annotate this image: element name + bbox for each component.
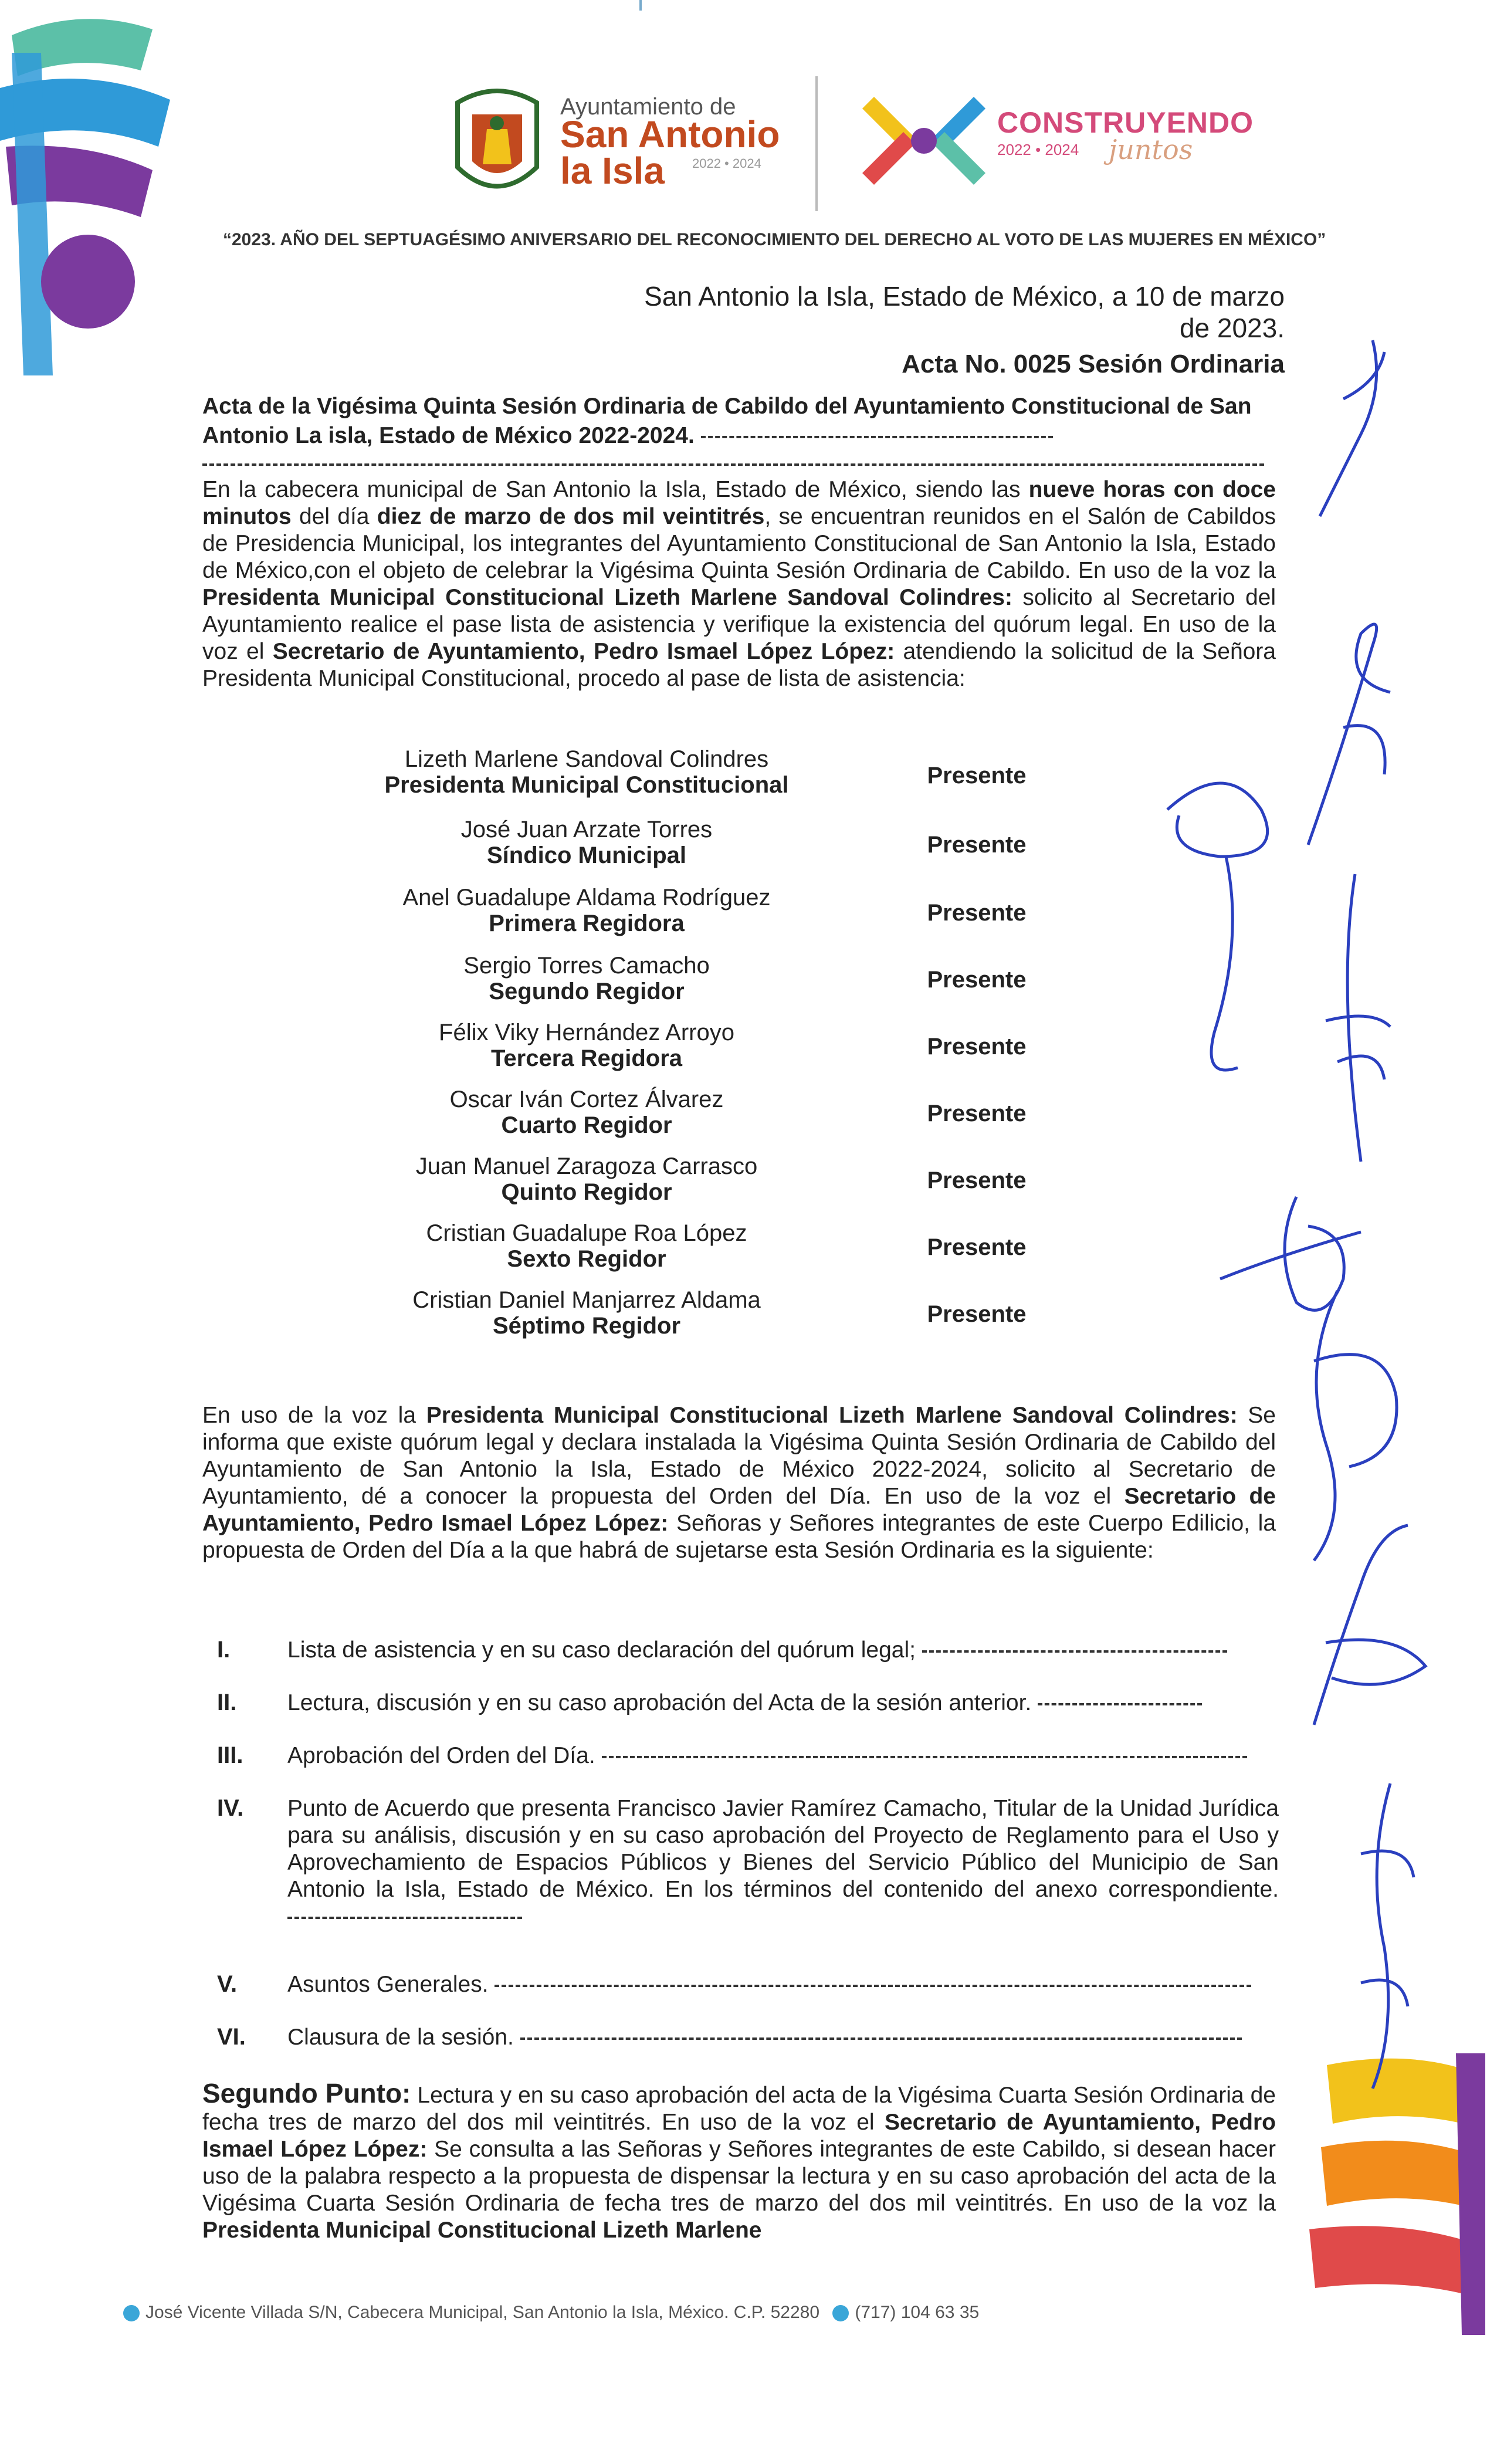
agenda-number: II. (217, 1690, 237, 1715)
construyendo-years: 2022 • 2024 (997, 141, 1079, 158)
ayuntamiento-label: Ayuntamiento de (560, 94, 736, 120)
attendee-status: Presente (927, 900, 1027, 926)
attendee-role: Cuarto Regidor (501, 1112, 672, 1138)
attendee-status: Presente (927, 967, 1027, 993)
agenda-item (287, 1742, 1279, 1769)
agenda-item-text: Asuntos Generales. (287, 1972, 489, 1997)
attendee-name: Cristian Guadalupe Roa López (426, 1220, 747, 1246)
intro-text-4: solicito al Secretario del Ayuntamiento realice el pase lista de asistencia y verifique la existencia del quórum legal. En uso de la voz el (202, 585, 1276, 664)
juntos-wordmark: juntos (1109, 134, 1193, 165)
intro-bold-3: Presidenta Municipal Constitucional Lizeth Marlene Sandoval Colindres: (202, 585, 1012, 610)
attendee-name: Oscar Iván Cortez Álvarez (449, 1087, 724, 1112)
attendee-status: Presente (927, 832, 1027, 858)
attendee-name: Juan Manuel Zaragoza Carrasco (415, 1153, 758, 1179)
footer-address: José Vicente Villada S/N, Cabecera Municipal, San Antonio la Isla, México. C.P. 52280 (145, 2303, 820, 2322)
attendee-role: Sexto Regidor (507, 1246, 666, 1272)
agenda-item-text: Lista de asistencia y en su caso declaración del quórum legal; (287, 1637, 916, 1663)
agenda-item-text: Clausura de la sesión. (287, 2025, 514, 2050)
agenda-item-text: Aprobación del Orden del Día. (287, 1743, 595, 1768)
segundo-punto-heading: Segundo Punto: (202, 2078, 411, 2108)
signature-mark (1144, 763, 1308, 1091)
attendee-status: Presente (927, 763, 1027, 788)
attendee-status: Presente (927, 1101, 1027, 1126)
intro-bold-4: Secretario de Ayuntamiento, Pedro Ismael López López: (272, 639, 895, 664)
attendee-role: Síndico Municipal (486, 842, 687, 868)
attendee-role: Presidenta Municipal Constitucional (384, 772, 789, 798)
location-icon (123, 2305, 140, 2321)
filler-dashes (922, 1650, 1227, 1653)
filler-dashes (602, 1756, 1247, 1758)
filler-dashes (495, 1985, 1251, 1987)
attendee-role: Primera Regidora (489, 911, 685, 936)
intro-bold-1: nueve horas con doce minutos (202, 477, 1276, 529)
attendee-status: Presente (927, 1301, 1027, 1327)
attendee-name: Lizeth Marlene Sandoval Colindres (404, 746, 769, 772)
segundo-bold-2: Presidenta Municipal Constitucional Lizeth Marlene (202, 2218, 762, 2243)
attendee-status: Presente (927, 1034, 1027, 1060)
segundo-bold-1: Secretario de Ayuntamiento, Pedro Ismael López López: (202, 2110, 1276, 2162)
signature-mark (1291, 329, 1396, 528)
quorum-text-3: Señoras y Señores integrantes de este Cuerpo Edilicio, la propuesta de Orden del Día a la que habrá de sujetarse esta Sesión Ordinaria es la siguiente: (202, 1511, 1276, 1563)
phone-icon (832, 2305, 849, 2321)
municipality-name-line2: la Isla (560, 150, 665, 192)
quorum-bold-1: Presidenta Municipal Constitucional Lizeth Marlene Sandoval Colindres: (426, 1403, 1238, 1428)
acta-number: Acta No. 0025 Sesión Ordinaria (902, 350, 1285, 378)
attendee-name: Sergio Torres Camacho (463, 953, 710, 979)
municipal-seal-icon (446, 79, 548, 205)
agenda-item (287, 1795, 1279, 1930)
construyendo-logo-icon (862, 79, 985, 202)
attendee-role: Séptimo Regidor (492, 1313, 681, 1339)
agenda-item-text: Lectura, discusión y en su caso aprobación del Acta de la sesión anterior. (287, 1690, 1032, 1715)
segundo-punto-paragraph (202, 2080, 1276, 2244)
construyendo-title: CONSTRUYENDO (997, 106, 1254, 139)
agenda-item (287, 1690, 1279, 1717)
year-motto: “2023. AÑO DEL SEPTUAGÉSIMO ANIVERSARIO DEL RECONOCIMIENTO DEL DERECHO AL VOTO DE LAS MUJERES EN MÉXICO” (223, 230, 1326, 249)
deco-stroke-red (1309, 2226, 1485, 2300)
agenda-item-text: Punto de Acuerdo que presenta Francisco Javier Ramírez Camacho, Titular de la Unidad Jurídica para su análisis, discusión y en su caso aprobación del Proyecto de Reglamento para el Uso y Aprovechamiento de Espacios Públicos y Bienes del Servicio Público del Municipio de San Antonio la Isla, Estado de México. En los términos del contenido del anexo correspondiente. (287, 1796, 1279, 1902)
intro-paragraph (202, 476, 1276, 692)
agenda-number: V. (217, 1971, 238, 1997)
footer-phone: (717) 104 63 35 (855, 2303, 980, 2322)
scan-mark (639, 0, 642, 11)
quorum-text-1: En uso de la voz la (202, 1403, 426, 1428)
agenda-number: VI. (217, 2024, 246, 2050)
left-decoration (0, 0, 176, 411)
separator-dashes (202, 463, 1264, 466)
attendee-status: Presente (927, 1234, 1027, 1260)
filler-dashes (520, 2037, 1242, 2040)
header-divider (815, 76, 818, 211)
quorum-bold-2: Secretario de Ayuntamiento, Pedro Ismael López López: (202, 1484, 1276, 1536)
attendee-role: Segundo Regidor (489, 979, 685, 1004)
attendee-status: Presente (927, 1167, 1027, 1193)
segundo-text-1: Lectura y en su caso aprobación del acta de la Vigésima Cuarta Sesión Ordinaria de fecha tres de marzo del dos mil veintitrés. En uso de la voz el (202, 2083, 1276, 2135)
signature-mark (1302, 868, 1402, 1173)
attendee-role: Tercera Regidora (490, 1045, 683, 1071)
ayuntamiento-years: 2022 • 2024 (692, 156, 761, 171)
agenda-number: IV. (217, 1795, 244, 1821)
agenda-item (287, 1637, 1279, 1664)
attendee-role: Quinto Regidor (501, 1179, 672, 1205)
intro-text-1: En la cabecera municipal de San Antonio la Isla, Estado de México, siendo las (202, 477, 1029, 502)
filler-dashes (1038, 1703, 1202, 1705)
municipality-name (560, 113, 780, 192)
attendee-name: Félix Viky Hernández Arroyo (439, 1020, 734, 1045)
agenda-item (287, 2024, 1279, 2051)
filler-dashes (701, 436, 1053, 438)
municipality-name-line1: San Antonio (560, 113, 780, 155)
signature-mark (1291, 1502, 1437, 1737)
agenda-number: III. (217, 1742, 243, 1768)
filler-dashes (287, 1917, 522, 1919)
document-title-text: Acta de la Vigésima Quinta Sesión Ordinaria de Cabildo del Ayuntamiento Constitucional de San Antonio La isla, Estado de México 2022-2024. (202, 394, 1252, 448)
document-title (202, 392, 1264, 451)
intro-bold-2: diez de marzo de dos mil veintitrés (377, 504, 765, 529)
attendee-name: Cristian Daniel Manjarrez Aldama (412, 1287, 761, 1313)
intro-text-5: atendiendo la solicitud de la Señora Presidenta Municipal Constitucional, procedo al pase de lista de asistencia: (202, 639, 1276, 691)
intro-text-3: , se encuentran reunidos en el Salón de Cabildos de Presidencia Municipal, los integrantes del Ayuntamiento Constitucional de San Antonio la Isla, Estado de México,con el objeto de celebrar la Vigésima Quinta Sesión Ordinaria de Cabildo. En uso de la voz la (202, 504, 1276, 583)
intro-text-2: del día (291, 504, 377, 529)
deco-circle-purple (41, 235, 135, 329)
attendee-name: José Juan Arzate Torres (460, 817, 713, 842)
footer (123, 2303, 979, 2323)
letterhead (446, 70, 1267, 223)
agenda-item (287, 1971, 1279, 1998)
quorum-paragraph (202, 1402, 1276, 1564)
attendee-name: Anel Guadalupe Aldama Rodríguez (402, 885, 771, 911)
agenda-number: I. (217, 1637, 231, 1663)
quorum-text-2: Se informa que existe quórum legal y declara instalada la Vigésima Quinta Sesión Ordinaria de Cabildo del Ayuntamiento de San Antonio la Isla, Estado de México 2022-2024, solicito al Secretario de Ayuntamiento, dé a conocer la propuesta del Orden del Día. En uso de la voz el (202, 1403, 1276, 1509)
segundo-text-2: Se consulta a las Señoras y Señores integrantes de este Cabildo, si desean hacer uso de la palabra respecto a la propuesta de dispensar la lectura y en su caso aprobación del acta de la Vigésima Cuarta Sesión Ordinaria de fecha tres de marzo del dos mil veintitrés. En uso de la voz la (202, 2137, 1276, 2216)
signature-mark (1337, 1772, 1431, 2100)
document-date: San Antonio la Isla, Estado de México, a 10 de marzo de 2023. (644, 281, 1285, 343)
